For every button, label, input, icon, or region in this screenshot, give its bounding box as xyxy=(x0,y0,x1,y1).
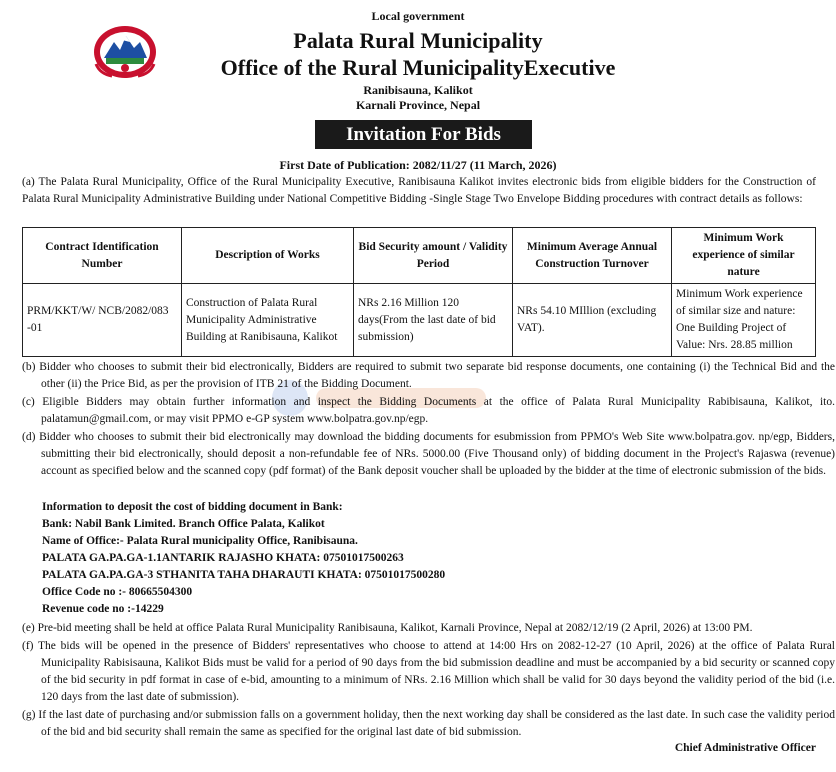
account-line-1: PALATA GA.PA.GA-1.1ANTARIK RAJASHO KHATA: 07501017500263 xyxy=(42,552,404,564)
table-header-row xyxy=(23,228,816,284)
contract-details-table xyxy=(22,227,816,357)
table-cell: NRs 2.16 Million 120 days(From the last date of bid submission) xyxy=(354,284,513,357)
paragraph-c: (c) Eligible Bidders may obtain further information and inspect the Bidding Documents at the office of Palata Rural Municipality Rabibisauna, Kalikot, ito. palatamun@gmail.com, or may visit PPMO e-GP system www.bolpatra.gov.np/egp. xyxy=(22,396,835,425)
account-line-2: PALATA GA.PA.GA-3 STHANITA TAHA DHARAUTI KHATA: 07501017500280 xyxy=(42,569,446,581)
municipality-name: Palata Rural Municipality xyxy=(293,28,543,53)
column-header: Bid Security amount / Validity Period xyxy=(354,228,513,284)
paragraph-e: (e) Pre-bid meeting shall be held at office Palata Rural Municipality Ranibisauna, Kalikot, Karnali Province, Nepal at 2082/12/19 (2 April, 2026) at 13:00 PM. xyxy=(22,622,753,634)
office-code: Office Code no :- 80665504300 xyxy=(42,586,193,598)
bank-info-heading: Information to deposit the cost of bidding document in Bank: xyxy=(42,501,343,513)
paragraph-g: (g) If the last date of purchasing and/or submission falls on a government holiday, then the next working day shall be considered as the last date. In such case the validity period of the bid and bid security shall remain the same as specified for the original last date of bid submission. xyxy=(22,709,835,738)
address-line-1: Ranibisauna, Kalikot xyxy=(363,83,473,97)
address-line-2: Karnali Province, Nepal xyxy=(355,98,481,112)
paragraph-b: (b) Bidder who chooses to submit their bid electronically, Bidders are required to submit two separate bid response documents, one containing (i) the Technical Bid and the other (ii) the Price Bid, as per the provision of ITB 21 of the Bidding Document. xyxy=(22,361,835,390)
column-header: Description of Works xyxy=(182,228,354,284)
signature-title: Chief Administrative Officer xyxy=(674,742,816,754)
notice-title: Invitation For Bids xyxy=(315,120,532,149)
table-cell: Construction of Palata Rural Municipality Administrative Building at Ranibisauna, Kalikot xyxy=(182,284,354,357)
local-government-label: Local government xyxy=(371,9,465,23)
column-header: Minimum Work experience of similar nature xyxy=(672,228,816,284)
office-name: Office of the Rural MunicipalityExecutive xyxy=(220,55,616,80)
office-name-line: Name of Office:- Palata Rural municipality Office, Ranibisauna. xyxy=(42,535,358,547)
column-header: Contract Identification Number xyxy=(23,228,182,284)
paragraph-a: (a) The Palata Rural Municipality, Office of the Rural Municipality Executive, Ranibisauna Kalikot invites electronic bids from eligible bidders for the Construction of Palata Rural Municipality Administrative Building under National Competitive Bidding -Single Stage Two Envelope Bidding procedures with contract details as follows: xyxy=(22,176,816,205)
bank-deposit-info xyxy=(42,499,445,618)
paragraph-d: (d) Bidder who chooses to submit their bid electronically may download the bidding documents for esubmission from PPMO's Web Site www.bolpatra.gov. np/egp, Bidders, submitting their bid electronically, should deposit a non-refundable fee of NRs. 5000.00 (Five Thousand only) of bidding document in the Project's Rajaswa (revenue) account as specified below and the scanned copy (pdf format) of the Bank deposit voucher shall be uploaded by the bidder at the time of electronic submission of the bids. xyxy=(22,431,835,477)
paragraph-f: (f) The bids will be opened in the presence of Bidders' representatives who choose to attend at 14:00 Hrs on 2082-12-27 (10 April, 2026) at the office of Palata Rural Municipality Rabisisauna, Kalikot Bids must be valid for a period of 90 days from the bid submission deadline and must be accompanied by a bid security or scanned copy of the bid security in pdf format in case of e-bid, amounting to a minimum of NRs. 2.16 Million which shall be valid for 30 days beyond the validity period of the bid (i.e. 120 days from the last date of submission). xyxy=(22,640,835,703)
publication-date: First Date of Publication: 2082/11/27 (11 March, 2026) xyxy=(279,158,557,172)
bank-name: Bank: Nabil Bank Limited. Branch Office Palata, Kalikot xyxy=(42,518,325,530)
revenue-code: Revenue code no :-14229 xyxy=(42,603,164,615)
table-cell: PRM/KKT/W/ NCB/2082/083 -01 xyxy=(23,284,182,357)
table-row xyxy=(23,284,816,357)
table-cell: Minimum Work experience of similar size and nature: One Building Project of Value: Nrs. 28.85 million xyxy=(672,284,816,357)
column-header: Minimum Average Annual Construction Turnover xyxy=(513,228,672,284)
table-cell: NRs 54.10 MIllion (excluding VAT). xyxy=(513,284,672,357)
